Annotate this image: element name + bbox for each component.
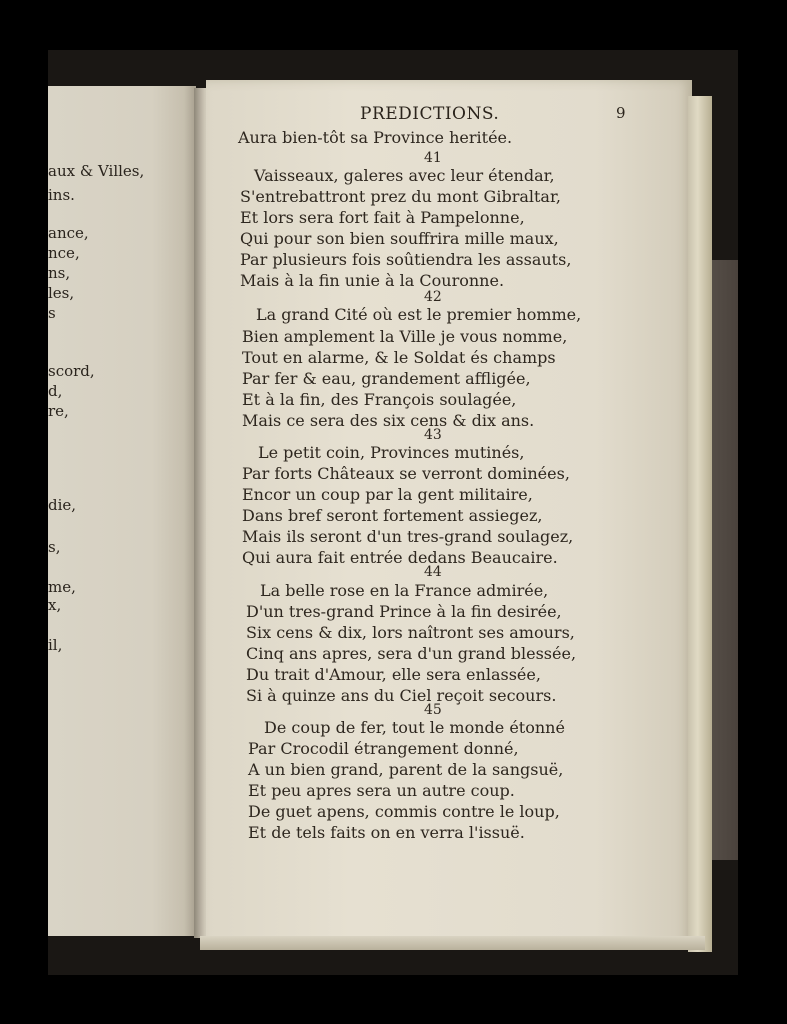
verse-line: Mais à la fin unie à la Couronne. (240, 271, 505, 290)
verse-line: Dans bref seront fortement assiegez, (242, 506, 543, 525)
verse-line: Par forts Châteaux se verront dominées, (242, 464, 570, 483)
verse-line: S'entrebattront prez du mont Gibraltar, (240, 187, 561, 206)
page-number: 9 (616, 104, 626, 122)
left-fragment: me, (48, 578, 76, 596)
verse-line: Mais ils seront d'un tres-grand soulagez, (242, 527, 574, 546)
quatrain-number: 41 (424, 150, 442, 166)
verse-line: Cinq ans apres, sera d'un grand blessée, (246, 644, 577, 663)
quatrain-number: 42 (424, 289, 442, 305)
verse-line: A un bien grand, parent de la sangsuë, (248, 760, 564, 779)
verse-line: Et lors sera fort fait à Pampelonne, (240, 208, 525, 227)
left-fragment: il, (48, 636, 63, 654)
verse-line: La grand Cité où est le premier homme, (256, 305, 582, 324)
verse-line: Le petit coin, Provinces mutinés, (258, 443, 525, 462)
verse-line: Qui aura fait entrée dedans Beaucaire. (242, 548, 558, 567)
verse-line: Par Crocodil étrangement donné, (248, 739, 519, 758)
left-fragment: re, (48, 402, 69, 420)
verse-line: D'un tres-grand Prince à la fin desirée, (246, 602, 562, 621)
quatrain-number: 44 (424, 564, 442, 580)
left-fragment: nce, (48, 244, 80, 262)
verse-line: Tout en alarme, & le Soldat és champs (242, 348, 556, 367)
verse-line: Et peu apres sera un autre coup. (248, 781, 515, 800)
verse-line: Du trait d'Amour, elle sera enlassée, (246, 665, 541, 684)
left-fragment: s, (48, 538, 61, 556)
verse-line: Et à la fin, des François soulagée, (242, 390, 517, 409)
verse-line: Encor un coup par la gent militaire, (242, 485, 533, 504)
left-fragment: ns, (48, 264, 71, 282)
left-fragment: x, (48, 596, 62, 614)
verse-line: Qui pour son bien souffrira mille maux, (240, 229, 559, 248)
left-fragment: die, (48, 496, 77, 514)
verse-line: Vaisseaux, galeres avec leur étendar, (254, 166, 555, 185)
verse-line: Mais ce sera des six cens & dix ans. (242, 411, 535, 430)
verse-line: Par fer & eau, grandement affligée, (242, 369, 531, 388)
left-fragment: s (48, 304, 56, 322)
verse-line: La belle rose en la France admirée, (260, 581, 549, 600)
verse-line: Et de tels faits on en verra l'issuë. (248, 823, 525, 842)
left-fragment: ance, (48, 224, 89, 242)
left-fragment: les, (48, 284, 75, 302)
verse-line: Bien amplement la Ville je vous nomme, (242, 327, 568, 346)
verse-line: De coup de fer, tout le monde étonné (264, 718, 565, 737)
running-head: PREDICTIONS. (360, 104, 500, 124)
quatrain-number: 43 (424, 427, 442, 443)
left-fragment: aux & Villes, (48, 162, 145, 180)
left-fragment: ins. (48, 186, 75, 204)
verse-line: De guet apens, commis contre le loup, (248, 802, 560, 821)
verse-line: Six cens & dix, lors naîtront ses amours, (246, 623, 575, 642)
left-fragment: scord, (48, 362, 95, 380)
verse-line: Aura bien-tôt sa Province heritée. (238, 128, 513, 147)
left-fragment: d, (48, 382, 63, 400)
verse-line: Si à quinze ans du Ciel reçoit secours. (246, 686, 557, 705)
quatrain-number: 45 (424, 702, 442, 718)
verse-line: Par plusieurs fois soûtiendra les assauts, (240, 250, 572, 269)
